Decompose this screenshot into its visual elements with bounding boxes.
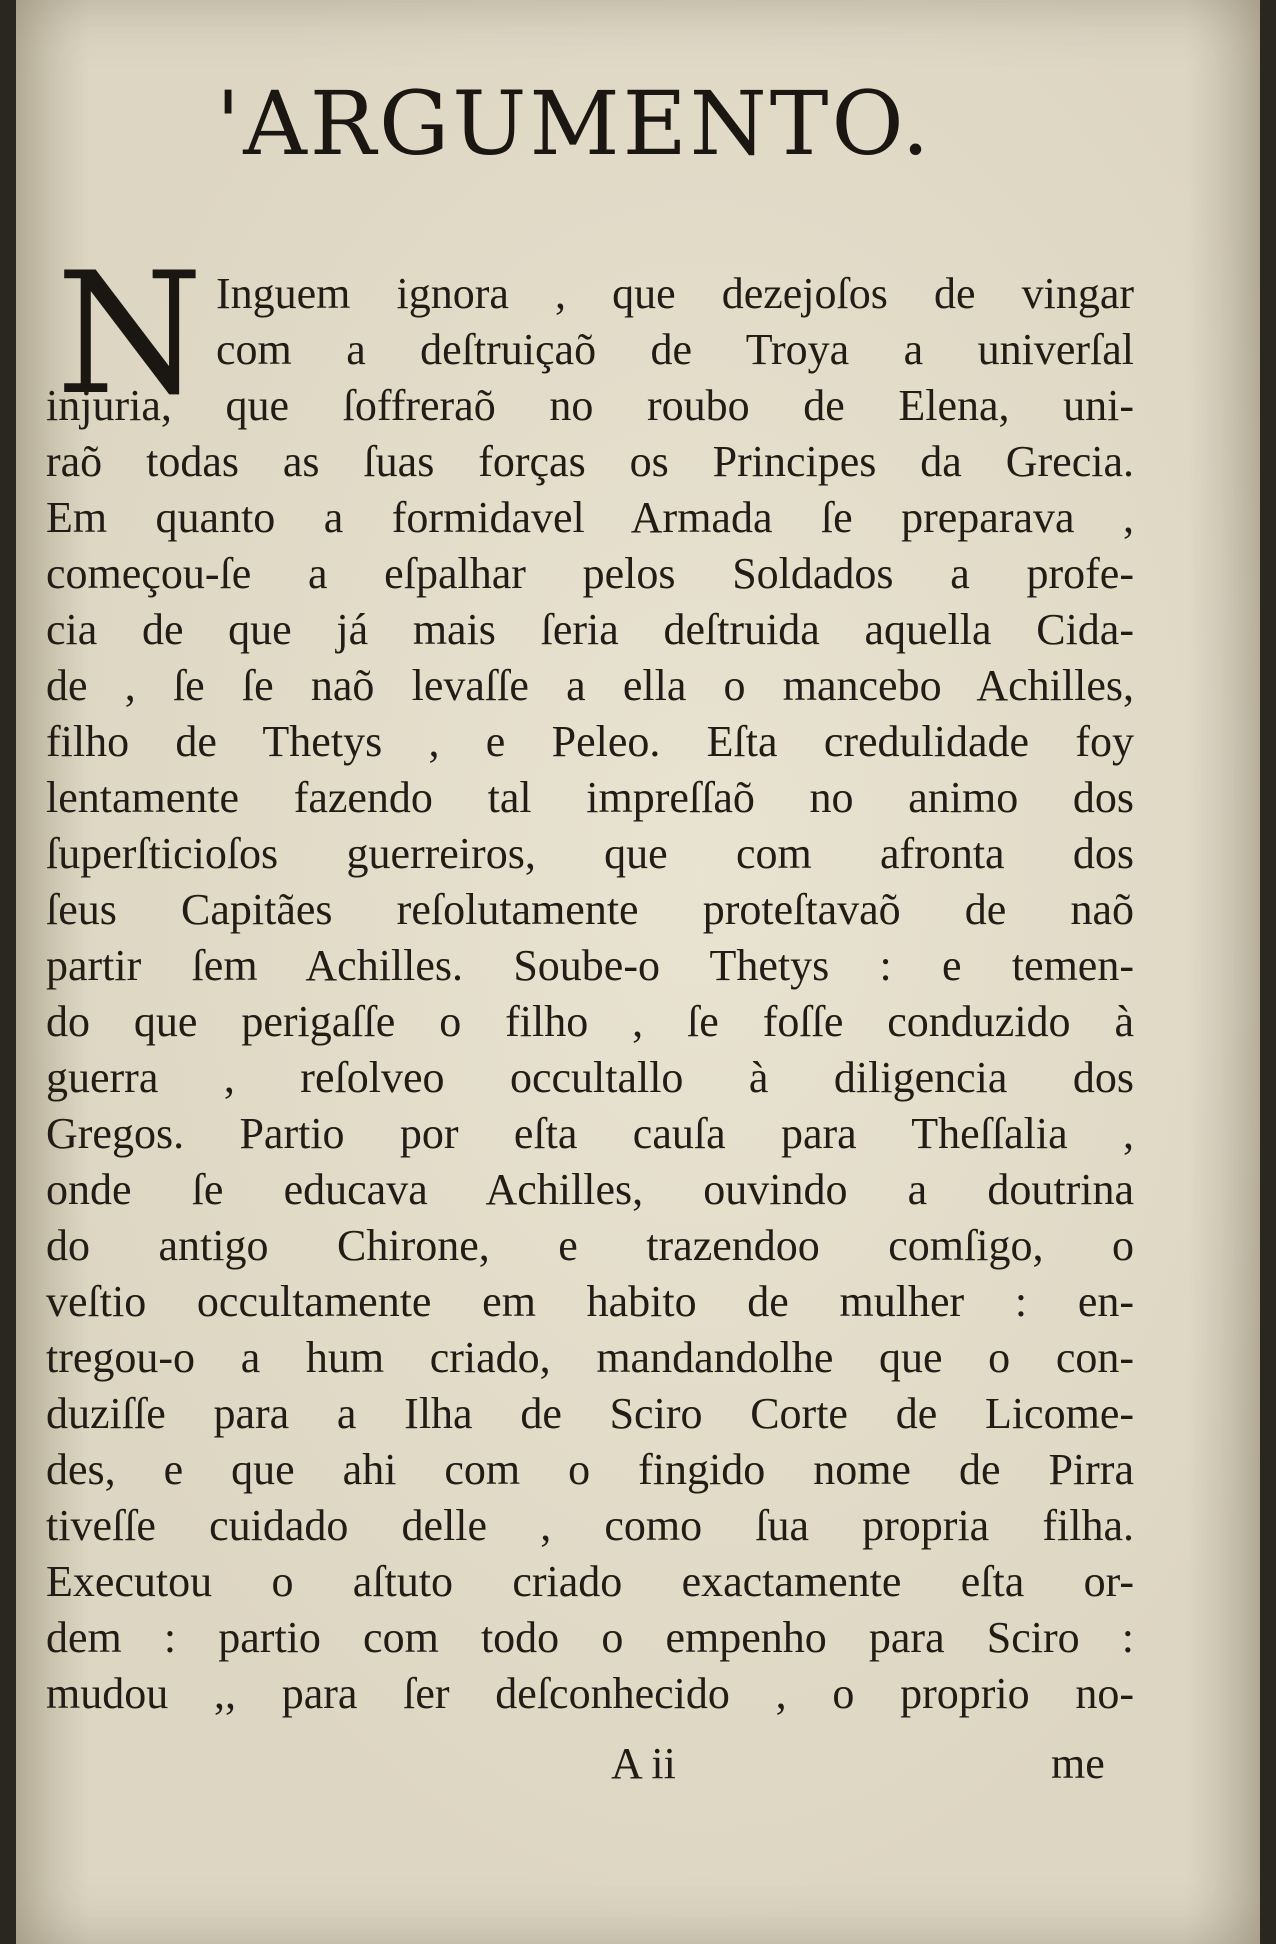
text-line: Inguem ignora , que dezejoſos de vingar: [216, 269, 1134, 318]
text-line: lentamente fazendo tal impreſſaõ no animo dos: [46, 773, 1134, 822]
text-line: do que perigaſſe o filho , ſe foſſe conduzido à: [46, 997, 1134, 1046]
drop-cap: N: [56, 236, 203, 432]
body-text: [16, 0, 1260, 1944]
text-line: do antigo Chirone, e trazendoo comſigo, o: [46, 1221, 1134, 1270]
signature-mark: A ii: [611, 1739, 676, 1788]
text-line: começou-ſe a eſpalhar pelos Soldados a profe-: [46, 549, 1134, 598]
catchword: me: [1051, 1739, 1105, 1788]
text-line: tiveſſe cuidado delle , como ſua propria filha.: [46, 1501, 1134, 1550]
text-line: injuria, que ſoffreraõ no roubo de Elena, uni-: [46, 381, 1134, 430]
text-line: des, e que ahi com o fingido nome de Pirra: [46, 1445, 1134, 1494]
text-line: com a deſtruiçaõ de Troya a univerſal: [216, 325, 1134, 374]
text-line: partir ſem Achilles. Soube-o Thetys : e temen-: [46, 941, 1134, 990]
text-line: onde ſe educava Achilles, ouvindo a doutrina: [46, 1165, 1134, 1214]
text-line: Em quanto a formidavel Armada ſe preparava ,: [46, 493, 1134, 542]
text-line: raõ todas as ſuas forças os Principes da Grecia.: [46, 437, 1134, 486]
text-line: dem : partio com todo o empenho para Sciro :: [46, 1613, 1134, 1662]
text-line: ſuperſticioſos guerreiros, que com afronta dos: [46, 829, 1134, 878]
text-line: Gregos. Partio por eſta cauſa para Theſſalia ,: [46, 1109, 1134, 1158]
text-line: de , ſe ſe naõ levaſſe a ella o mancebo Achilles,: [46, 661, 1134, 710]
text-line: mudou ,, para ſer deſconhecido , o proprio no-: [46, 1669, 1134, 1718]
text-line: filho de Thetys , e Peleo. Eſta credulidade foy: [46, 717, 1134, 766]
text-line: cia de que já mais ſeria deſtruida aquella Cida-: [46, 605, 1134, 654]
text-line: Executou o aſtuto criado exactamente eſta or-: [46, 1557, 1134, 1606]
text-line: guerra , reſolveo occultallo à diligencia dos: [46, 1053, 1134, 1102]
text-line: tregou-o a hum criado, mandandolhe que o con-: [46, 1333, 1134, 1382]
text-line: duziſſe para a Ilha de Sciro Corte de Licome-: [46, 1389, 1134, 1438]
text-line: veſtio occultamente em habito de mulher : en-: [46, 1277, 1134, 1326]
text-line: ſeus Capitães reſolutamente proteſtavaõ de naõ: [46, 885, 1134, 934]
page-title: 'ARGUMENTO.: [216, 72, 933, 175]
book-page: [16, 0, 1260, 1944]
